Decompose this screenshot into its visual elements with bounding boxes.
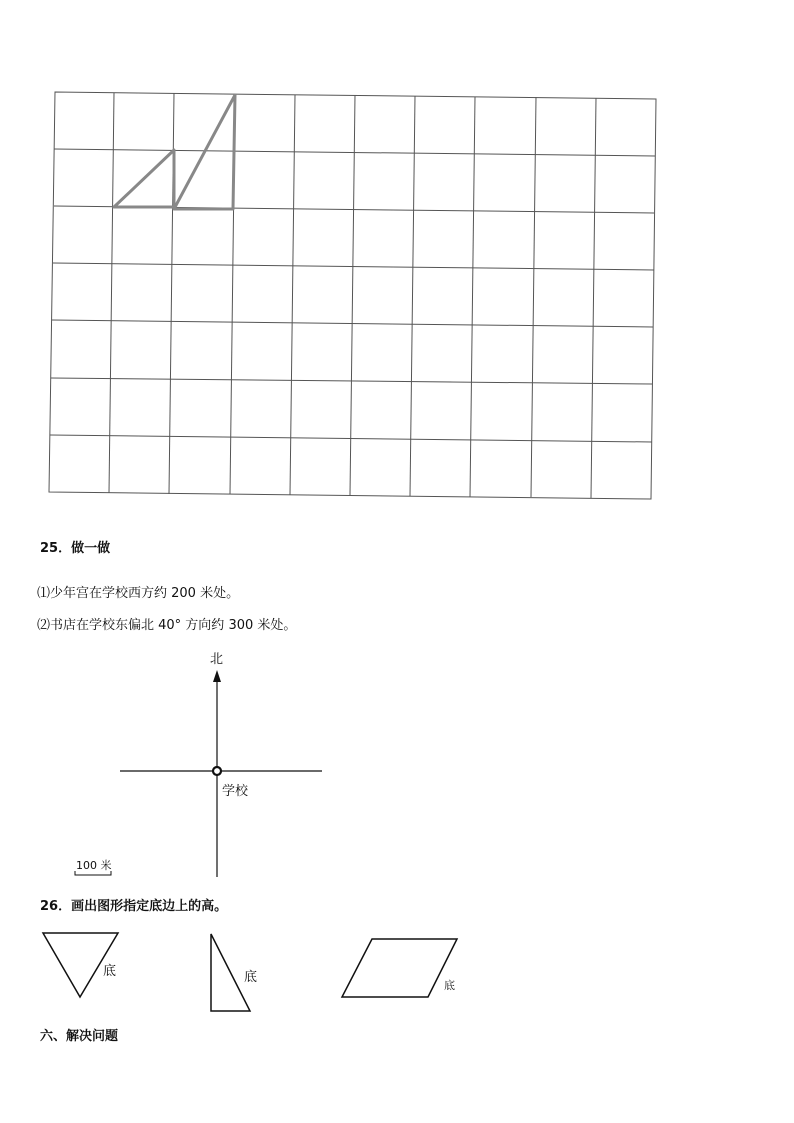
scale-label: 100 米 xyxy=(76,859,112,872)
grid-vline xyxy=(350,95,355,495)
north-arrow-icon xyxy=(213,670,221,682)
grid-vline xyxy=(531,97,536,497)
north-label: 北 xyxy=(210,652,224,667)
grid-vline xyxy=(109,93,114,493)
q25-item-2: ⑵书店在学校东偏北 40° 方向约 300 米处。 xyxy=(37,618,297,633)
q25-title: 25．做一做 xyxy=(40,541,111,556)
school-point xyxy=(213,767,221,775)
grid-vline xyxy=(591,98,596,498)
triangles xyxy=(114,95,235,209)
grid-vline xyxy=(470,97,475,497)
small-triangle xyxy=(114,150,174,207)
q26-title: 26．画出图形指定底边上的高。 xyxy=(40,899,228,914)
base-label-right-triangle: 底 xyxy=(244,970,258,985)
base-label-parallelogram: 底 xyxy=(444,979,455,992)
grid-vline xyxy=(290,95,295,495)
grid-hline xyxy=(53,263,654,270)
school-label: 学校 xyxy=(222,784,249,799)
grid-lines xyxy=(49,92,656,499)
base-label-triangle: 底 xyxy=(103,964,117,979)
section-6-title: 六、解决问题 xyxy=(40,1029,119,1044)
compass-diagram xyxy=(75,670,322,877)
parallelogram xyxy=(342,939,457,997)
q25-item-1: ⑴少年宫在学校西方约 200 米处。 xyxy=(37,586,240,601)
large-triangle xyxy=(174,95,235,209)
grid-vline xyxy=(410,96,415,496)
